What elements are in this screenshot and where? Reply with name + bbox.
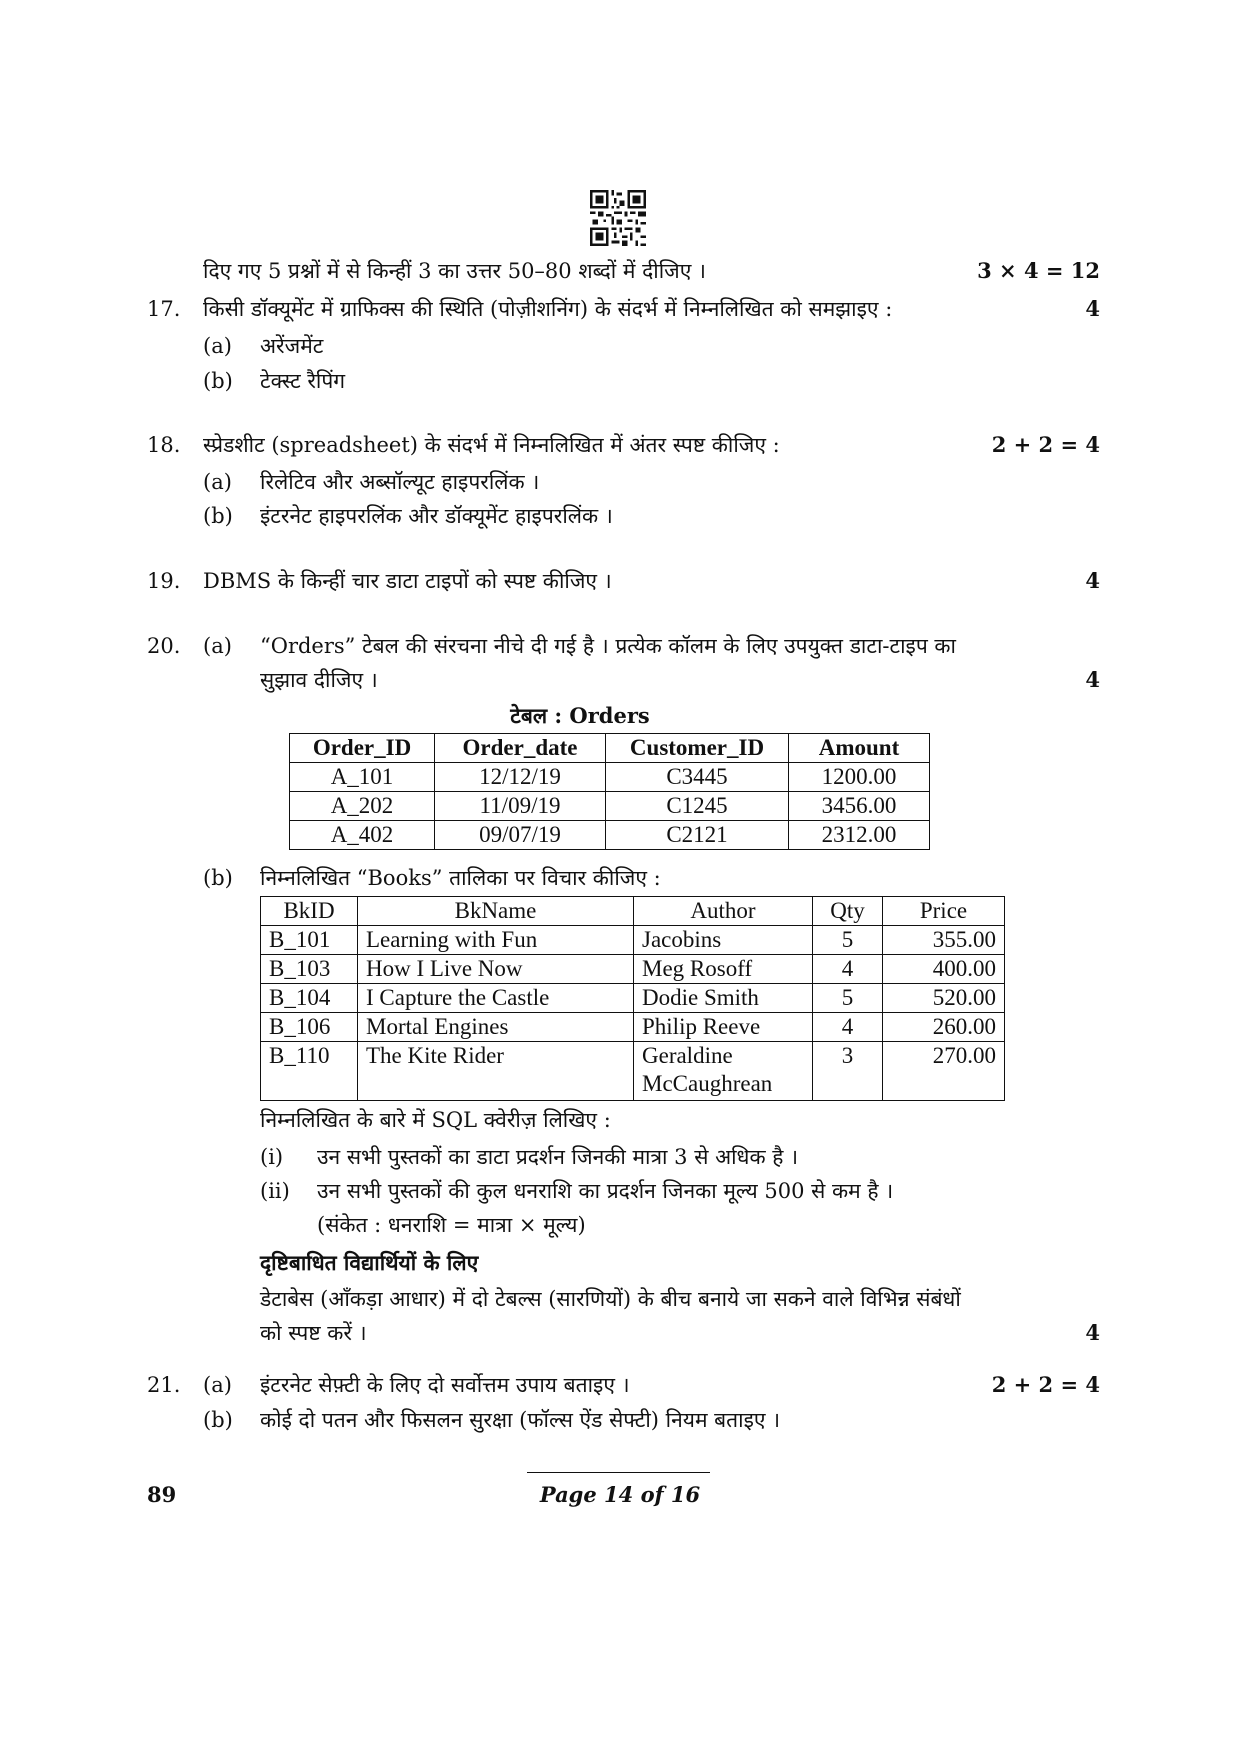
visually-impaired-line2: को स्पष्ट करें । [260,1321,367,1345]
books-col-header: Author [634,897,813,926]
q18-a-text: रिलेटिव और अब्सॉल्यूट हाइपरलिंक । [260,470,540,494]
visually-impaired-heading: दृष्टिबाधित विद्यार्थियों के लिए [260,1250,479,1275]
q20-a-marks: 4 [1085,667,1100,692]
books-author-line1: Geraldine [642,1043,733,1068]
books-cell: Meg Rosoff [634,955,813,984]
q19-number: 19. [147,569,181,593]
q18-marks: 2 + 2 = 4 [991,432,1100,457]
orders-table [289,733,930,850]
books-cell: Dodie Smith [634,984,813,1013]
sql-intro: निम्नलिखित के बारे में SQL क्वेरीज़ लिखिए : [260,1108,611,1132]
orders-col-header: Order_ID [290,734,435,763]
books-cell: Jacobins [634,926,813,955]
table-row [290,763,930,792]
table-row [261,955,1005,984]
orders-table-title: टेबल : Orders [510,703,650,728]
books-cell: B_104 [261,984,358,1013]
books-cell: B_101 [261,926,358,955]
table-row [290,821,930,850]
q17-a-label: (a) [203,334,232,358]
q19-text: DBMS के किन्हीं चार डाटा टाइपों को स्पष्ट कीजिए । [203,569,612,593]
q20-b-label: (b) [203,866,233,890]
orders-cell: C1245 [606,792,789,821]
q17-b-text: टेक्स्ट रैपिंग [260,369,346,393]
books-table [260,896,1005,1101]
books-col-header: Price [883,897,1005,926]
q21-marks: 2 + 2 = 4 [991,1372,1100,1397]
page-number: Page 14 of 16 [539,1482,701,1507]
q21-a-text: इंटरनेट सेफ़्टी के लिए दो सर्वोत्तम उपाय बताइए । [260,1373,630,1397]
books-author-cell [634,1042,813,1101]
q20-ii-text: उन सभी पुस्तकों की कुल धनराशि का प्रदर्शन जिनका मूल्य 500 से कम है । [317,1179,894,1203]
orders-col-header: Amount [789,734,930,763]
q20-ii-label: (ii) [260,1179,290,1203]
books-cell: Philip Reeve [634,1013,813,1042]
books-cell: 5 [813,984,883,1013]
books-col-header: BkID [261,897,358,926]
visually-impaired-marks: 4 [1085,1320,1100,1345]
books-cell: I Capture the Castle [358,984,634,1013]
table-row [261,926,1005,955]
q21-b-text: कोई दो पतन और फिसलन सुरक्षा (फॉल्स ऐंड सेफ्टी) नियम बताइए । [260,1408,781,1432]
orders-cell: A_202 [290,792,435,821]
q21-a-label: (a) [203,1373,232,1397]
books-cell: How I Live Now [358,955,634,984]
q20-hint: (संकेत : धनराशि = मात्रा × मूल्य) [317,1213,586,1237]
table-row [290,792,930,821]
q17-marks: 4 [1085,296,1100,321]
books-cell: Mortal Engines [358,1013,634,1042]
q21-b-label: (b) [203,1408,233,1432]
orders-cell: 2312.00 [789,821,930,850]
books-author-line2: McCaughrean [642,1071,773,1096]
q20-number: 20. [147,634,181,658]
q20-i-text: उन सभी पुस्तकों का डाटा प्रदर्शन जिनकी मात्रा 3 से अधिक है । [317,1145,799,1169]
q20-i-label: (i) [260,1145,284,1169]
q20-b-text: निम्नलिखित “Books” तालिका पर विचार कीजिए : [260,866,661,890]
qr-code [590,190,646,246]
q19-marks: 4 [1085,568,1100,593]
q17-number: 17. [147,297,181,321]
q20-a-line2: सुझाव दीजिए । [260,668,378,692]
books-cell: 520.00 [883,984,1005,1013]
books-cell: 4 [813,955,883,984]
orders-cell: 09/07/19 [435,821,606,850]
books-cell: B_110 [261,1042,358,1101]
q18-text: स्प्रेडशीट (spreadsheet) के संदर्भ में निम्नलिखित में अंतर स्पष्ट कीजिए : [203,433,780,457]
books-cell: Learning with Fun [358,926,634,955]
q20-a-label: (a) [203,634,232,658]
orders-cell: C2121 [606,821,789,850]
books-cell: 5 [813,926,883,955]
books-cell: 260.00 [883,1013,1005,1042]
books-cell: 270.00 [883,1042,1005,1101]
q18-b-label: (b) [203,504,233,528]
books-cell: 3 [813,1042,883,1101]
books-cell: 400.00 [883,955,1005,984]
books-col-header: Qty [813,897,883,926]
section-instruction: दिए गए 5 प्रश्नों में से किन्हीं 3 का उत्तर 50–80 शब्दों में दीजिए । [203,259,706,283]
q17-text: किसी डॉक्यूमेंट में ग्राफिक्स की स्थिति (पोज़ीशनिंग) के संदर्भ में निम्नलिखित को समझाइए : [203,297,893,321]
orders-col-header: Order_date [435,734,606,763]
orders-cell: 1200.00 [789,763,930,792]
orders-header-row [290,734,930,763]
orders-cell: 12/12/19 [435,763,606,792]
books-cell: B_103 [261,955,358,984]
orders-cell: 3456.00 [789,792,930,821]
q17-b-label: (b) [203,369,233,393]
orders-cell: 11/09/19 [435,792,606,821]
books-col-header: BkName [358,897,634,926]
q21-number: 21. [147,1373,181,1397]
books-cell: B_106 [261,1013,358,1042]
footer-divider [527,1472,710,1473]
q17-a-text: अरेंजमेंट [260,334,324,358]
orders-cell: A_101 [290,763,435,792]
q18-number: 18. [147,433,181,457]
books-cell: 4 [813,1013,883,1042]
table-row [261,1013,1005,1042]
orders-cell: A_402 [290,821,435,850]
books-cell: The Kite Rider [358,1042,634,1101]
books-header-row [261,897,1005,926]
section-marks: 3 × 4 = 12 [977,258,1100,283]
q18-a-label: (a) [203,470,232,494]
table-row [261,1042,1005,1101]
orders-cell: C3445 [606,763,789,792]
books-cell: 355.00 [883,926,1005,955]
orders-col-header: Customer_ID [606,734,789,763]
q18-b-text: इंटरनेट हाइपरलिंक और डॉक्यूमेंट हाइपरलिंक । [260,504,613,528]
visually-impaired-line1: डेटाबेस (आँकड़ा आधार) में दो टेबल्स (सारणियों) के बीच बनाये जा सकने वाले विभिन्न संबंधों [260,1287,961,1311]
paper-code: 89 [147,1482,177,1507]
table-row [261,984,1005,1013]
q20-a-line1: “Orders” टेबल की संरचना नीचे दी गई है । प्रत्येक कॉलम के लिए उपयुक्त डाटा-टाइप का [260,634,956,658]
